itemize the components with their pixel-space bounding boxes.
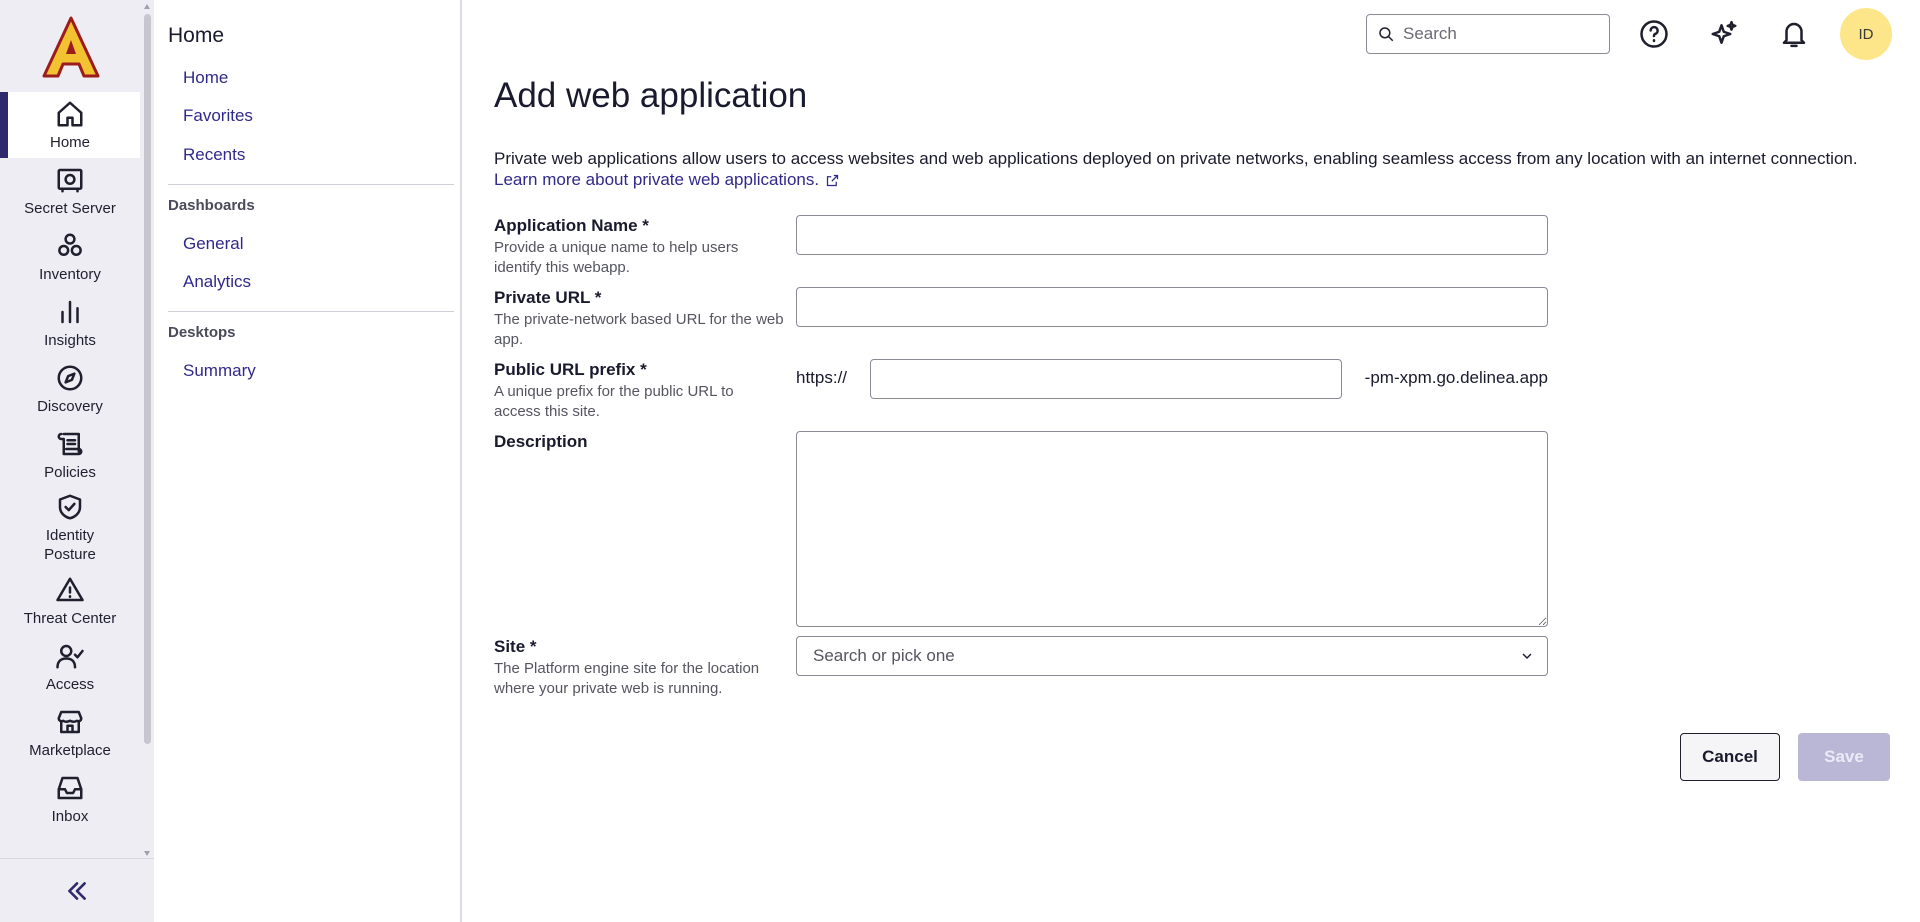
app-name-label: Application Name *	[494, 216, 649, 235]
app-name-field[interactable]	[796, 215, 1548, 255]
ai-assistant-button[interactable]	[1706, 16, 1742, 52]
rail-item-label: Inbox	[51, 807, 89, 825]
scroll-down-arrow-icon[interactable]	[144, 851, 150, 856]
save-button[interactable]: Save	[1798, 733, 1890, 781]
app-logo[interactable]	[38, 14, 104, 80]
help-circle-icon	[1639, 19, 1669, 49]
rail-item-inventory[interactable]	[0, 224, 140, 290]
rail-item-label: Discovery	[37, 397, 103, 415]
rail-item-label: Threat Center	[23, 609, 117, 627]
scroll-icon	[55, 429, 85, 459]
bell-icon	[1779, 19, 1809, 49]
rail-item-insights[interactable]	[0, 290, 140, 356]
collapse-rail-button[interactable]	[0, 858, 154, 922]
avatar[interactable]: ID	[1840, 8, 1892, 60]
chevron-down-icon	[1519, 648, 1535, 664]
private-url-help: The private-network based URL for the web app.	[494, 311, 784, 348]
description-field[interactable]	[796, 431, 1548, 627]
subnav-link-analytics[interactable]: Analytics	[183, 272, 252, 291]
site-label: Site *	[494, 637, 537, 656]
rail-item-label: Access	[45, 675, 95, 693]
rail-item-marketplace[interactable]	[0, 700, 140, 766]
rail-item-label: Policies	[44, 463, 96, 481]
rail-item-inbox[interactable]	[0, 766, 140, 832]
rail-item-label: Insights	[44, 331, 96, 349]
cancel-button[interactable]: Cancel	[1680, 733, 1780, 781]
store-icon	[55, 707, 85, 737]
rail-item-threat-center[interactable]	[0, 568, 140, 634]
rail-item-label: Identity Posture	[44, 527, 96, 563]
rail-item-label: Inventory	[39, 265, 101, 283]
double-chevron-left-icon	[64, 878, 90, 904]
vault-icon	[55, 165, 85, 195]
subnav-link-summary[interactable]: Summary	[183, 361, 256, 380]
home-icon	[55, 99, 85, 129]
sparkles-icon	[1709, 19, 1739, 49]
rail-item-label: Secret Server	[24, 199, 116, 217]
rail-item-policies[interactable]	[0, 422, 140, 488]
rail-items	[0, 92, 140, 854]
site-help: The Platform engine site for the location where your private web is running.	[494, 660, 760, 697]
subnav-title: Home	[168, 24, 225, 47]
user-check-icon	[55, 641, 85, 671]
app-name-help: Provide a unique name to help users identify this webapp.	[494, 239, 739, 276]
public-prefix-field[interactable]	[870, 359, 1342, 399]
subnav-section-desktops: Desktops	[168, 324, 236, 341]
subnav-link-favorites[interactable]: Favorites	[183, 106, 253, 125]
public-prefix-label: Public URL prefix *	[494, 360, 647, 379]
rail-item-discovery[interactable]	[0, 356, 140, 422]
icon-rail	[0, 0, 154, 922]
subnav-link-home[interactable]: Home	[183, 68, 229, 87]
rail-item-secret-server[interactable]	[0, 158, 140, 224]
help-button[interactable]	[1636, 16, 1672, 52]
global-search[interactable]	[1366, 14, 1610, 54]
shield-check-icon	[55, 492, 85, 522]
site-select-placeholder: Search or pick one	[813, 646, 955, 665]
secondary-nav	[154, 0, 462, 922]
rail-item-label: Marketplace	[29, 741, 111, 759]
description-label: Description	[494, 432, 588, 451]
subnav-divider	[168, 311, 454, 312]
inventory-icon	[55, 231, 85, 261]
page-title: Add web application	[494, 76, 808, 115]
scrollbar-thumb[interactable]	[144, 14, 151, 744]
subnav-link-recents[interactable]: Recents	[183, 145, 246, 164]
subnav-divider	[168, 184, 454, 185]
private-url-label: Private URL *	[494, 288, 602, 307]
rail-scrollbar[interactable]	[143, 4, 152, 856]
search-icon	[1377, 25, 1395, 43]
subnav-section-dashboards: Dashboards	[168, 197, 255, 214]
page-intro: Private web applications allow users to access websites and web applications deployed on private networks, enabling seamless access from any location with an internet connection.	[494, 149, 1858, 168]
learn-more-link[interactable]	[494, 170, 840, 190]
rail-item-identity-posture[interactable]	[0, 488, 140, 568]
url-suffix-text: -pm-xpm.go.delinea.app	[1364, 368, 1548, 387]
rail-item-access[interactable]	[0, 634, 140, 700]
scroll-up-arrow-icon[interactable]	[144, 4, 150, 9]
rail-item-home[interactable]	[0, 92, 140, 158]
public-prefix-help: A unique prefix for the public URL to access this site.	[494, 383, 734, 420]
private-url-field[interactable]	[796, 287, 1548, 327]
main-content	[462, 0, 1920, 922]
url-scheme-text: https://	[796, 368, 848, 387]
rail-item-label: Home	[49, 133, 90, 151]
search-input[interactable]	[1403, 24, 1593, 44]
learn-more-label: Learn more about private web applications.	[494, 170, 820, 189]
site-select[interactable]	[796, 636, 1548, 676]
inbox-icon	[55, 773, 85, 803]
bar-chart-icon	[55, 297, 85, 327]
subnav-link-general[interactable]: General	[183, 234, 244, 253]
notifications-button[interactable]	[1776, 16, 1812, 52]
external-link-icon	[825, 173, 840, 188]
compass-icon	[55, 363, 85, 393]
warning-icon	[55, 575, 85, 605]
